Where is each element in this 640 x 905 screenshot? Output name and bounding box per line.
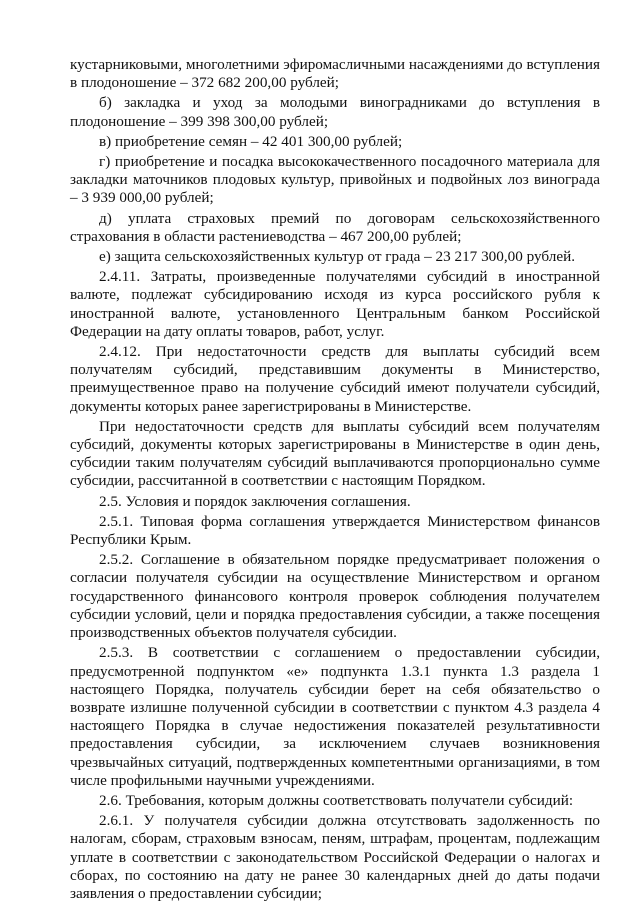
paragraph-2-4-11: 2.4.11. Затраты, произведенные получателями субсидий в иностранной валюте, подлежат субсидированию исходя из курса российского рубля к иностранной валюте, установленного Центральным банком Российской Федерации на дату оплаты товаров, работ, услуг. <box>70 268 600 340</box>
paragraph-item-b: б) закладка и уход за молодыми виноградниками до вступления в плодоношение – 399 398 300,00 рублей; <box>70 94 600 130</box>
section-heading-2-6: 2.6. Требования, которым должны соответствовать получатели субсидий: <box>99 791 574 809</box>
document-page <box>70 56 600 905</box>
paragraph-item-e: е) защита сельскохозяйственных культур от града – 23 217 300,00 рублей. <box>99 248 576 266</box>
paragraph-2-5-1: 2.5.1. Типовая форма соглашения утверждается Министерством финансов Республики Крым. <box>70 512 600 549</box>
paragraph-item-v: в) приобретение семян – 42 401 300,00 рублей; <box>99 132 403 150</box>
paragraph-2-6-1: 2.6.1. У получателя субсидии должна отсутствовать задолженность по налогам, сборам, страховым взносам, пеням, штрафам, процентам, подлежащим уплате в соответствии с законодательством Российской Федерации о налогах и сборах, по состоянию на дату не ранее 30 календарных дней до даты подачи заявления о предоставлении субсидии; <box>70 812 600 902</box>
section-heading-2-5: 2.5. Условия и порядок заключения соглашения. <box>99 492 411 510</box>
paragraph-2-5-2: 2.5.2. Соглашение в обязательном порядке предусматривает положения о согласии получателя субсидии на осуществление Министерством и органом государственного финансового контроля проверок соблюдения получателем субсидии условий, цели и порядка предоставления субсидии, а также посещения производственных объектов получателя субсидии. <box>70 551 600 642</box>
paragraph-2-5-3: 2.5.3. В соответствии с соглашением о предоставлении субсидии, предусмотренной подпунктом «е» подпункта 1.3.1 пункта 1.3 раздела 1 настоящего Порядка, получатель субсидии берет на себя обязательство о возврате излишне полученной субсидии в соответствии с пунктом 4.3 раздела 4 настоящего Порядка в случае недостижения показателей результативности предоставления субсидии, за исключением случаев возникновения чрезвычайных ситуаций, подтвержденных компетентными организациями, в том числе профильными научными учреждениями. <box>70 644 600 789</box>
paragraph-continuation: кустарниковыми, многолетними эфиромасличными насаждениями до вступления в плодоношение – 372 682 200,00 рублей; <box>70 56 600 92</box>
paragraph-item-g: г) приобретение и посадка высококачественного посадочного материала для закладки маточников плодовых культур, привойных и подвойных лоз винограда – 3 939 000,00 рублей; <box>70 153 600 207</box>
paragraph-2-4-12: 2.4.12. При недостаточности средств для выплаты субсидий всем получателям субсидий, представившим документы в Министерство, преимущественное право на получение субсидий имеют получатели субсидий, документы которых ранее зарегистрированы в Министерстве. <box>70 343 600 415</box>
paragraph-insufficient-funds: При недостаточности средств для выплаты субсидий всем получателям субсидий, документы которых зарегистрированы в Министерстве в один день, субсидии таким получателям субсидий выплачиваются пропорционально сумме субсидии, рассчитанной в соответствии с настоящим Порядком. <box>70 417 600 490</box>
paragraph-item-d: д) уплата страховых премий по договорам сельскохозяйственного страхования в области растениеводства – 467 200,00 рублей; <box>70 209 600 245</box>
